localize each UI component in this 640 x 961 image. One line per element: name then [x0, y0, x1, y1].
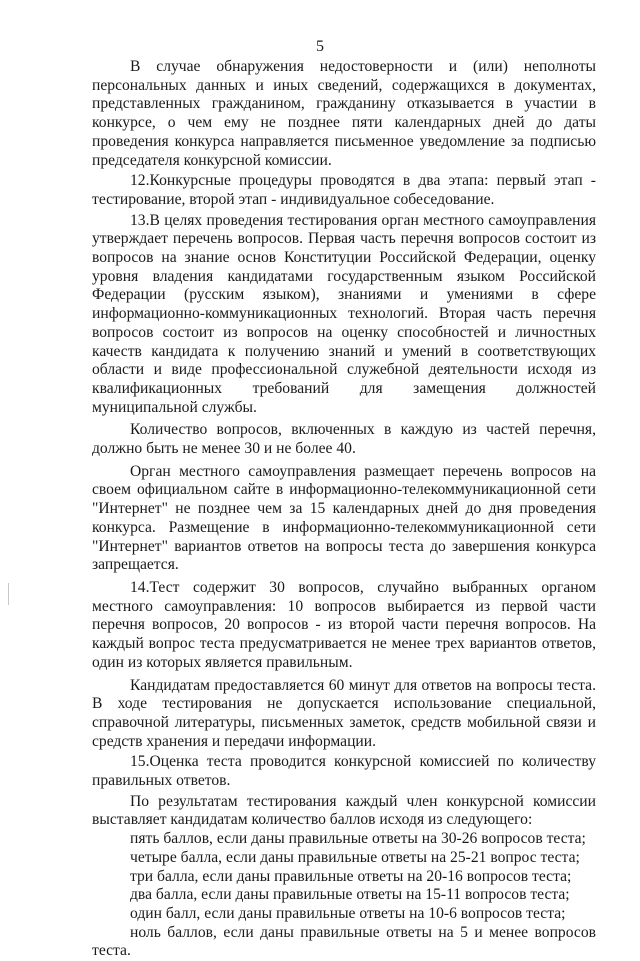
score-item-five: пять баллов, если даны правильные ответы на 30-26 вопросов теста;	[130, 830, 586, 848]
paragraph-rejection-notice: В случае обнаружения недостоверности и (или) неполноты персональных данных и иных сведений, содержащихся в документах, представленных гражданином, гражданину отказывается в участии в конкурсе, о чем ему не позднее пяти календарных дней до даты проведения конкурса направляется письменное уведомление за подписью председателя конкурсной комиссии.	[92, 58, 596, 169]
paragraph-12-stages: 12.Конкурсные процедуры проводятся в два этапа: первый этап - тестирование, второй этап - индивидуальное собеседование.	[92, 172, 596, 208]
paragraph-15-assessment: 15.Оценка теста проводится конкурсной комиссией по количеству правильных ответов.	[92, 753, 596, 790]
paragraph-13-question-list: 13.В целях проведения тестирования орган местного самоуправления утверждает перечень вопросов. Первая часть перечня вопросов состоит из вопросов на знание основ Конституции Российской Федерации, оценку уровня владения кандидатами государственным языком Российской Федерации (русским языком), знаниями и умениями в сфере информационно-коммуникационных технологий. Вторая часть перечня вопросов состоит из вопросов на оценку способностей и личностных качеств кандидата к получению знаний и умений в соответствующих области и виде профессиональной служебной деятельности исходя из квалификационных требований для замещения должностей муниципальной службы.	[92, 211, 596, 416]
paragraph-14-test-content: 14.Тест содержит 30 вопросов, случайно выбранных органом местного самоуправления: 10 вопросов выбирается из первой части перечня вопросов, 20 вопросов - из второй части перечня вопросов. На каждый вопрос теста предусматривается не менее трех вариантов ответов, один из которых является правильным.	[92, 578, 596, 671]
score-item-two: два балла, если даны правильные ответы на 15-11 вопросов теста;	[130, 886, 570, 904]
score-item-one: один балл, если даны правильные ответы на 10-6 вопросов теста;	[130, 904, 566, 922]
paragraph-question-count: Количество вопросов, включенных в каждую из частей перечня, должно быть не менее 30 и не более 40.	[92, 421, 596, 458]
score-item-zero: ноль баллов, если даны правильные ответы на 5 и менее вопросов теста.	[92, 923, 596, 960]
page-number: 5	[316, 38, 324, 55]
scan-margin-mark	[8, 583, 9, 605]
document-body	[92, 58, 596, 961]
paragraph-publication: Орган местного самоуправления размещает перечень вопросов на своем официальном сайте в информационно-телекоммуникационной сети "Интернет" не позднее чем за 15 календарных дней до дня проведения конкурса. Размещение в информационно-телекоммуникационной сети "Интернет" вариантов ответов на вопросы теста до завершения конкурса запрещается.	[92, 462, 596, 574]
paragraph-scoring-intro: По результатам тестирования каждый член конкурсной комиссии выставляет кандидатам количество баллов исходя из следующего:	[92, 792, 596, 829]
paragraph-test-duration: Кандидатам предоставляется 60 минут для ответов на вопросы теста. В ходе тестирования не допускается использование специальной, справочной литературы, письменных заметок, средств мобильной связи и средств хранения и передачи информации.	[92, 676, 596, 750]
score-item-four: четыре балла, если даны правильные ответы на 25-21 вопрос теста;	[130, 848, 580, 866]
score-item-three: три балла, если даны правильные ответы на 20-16 вопросов теста;	[130, 867, 572, 885]
